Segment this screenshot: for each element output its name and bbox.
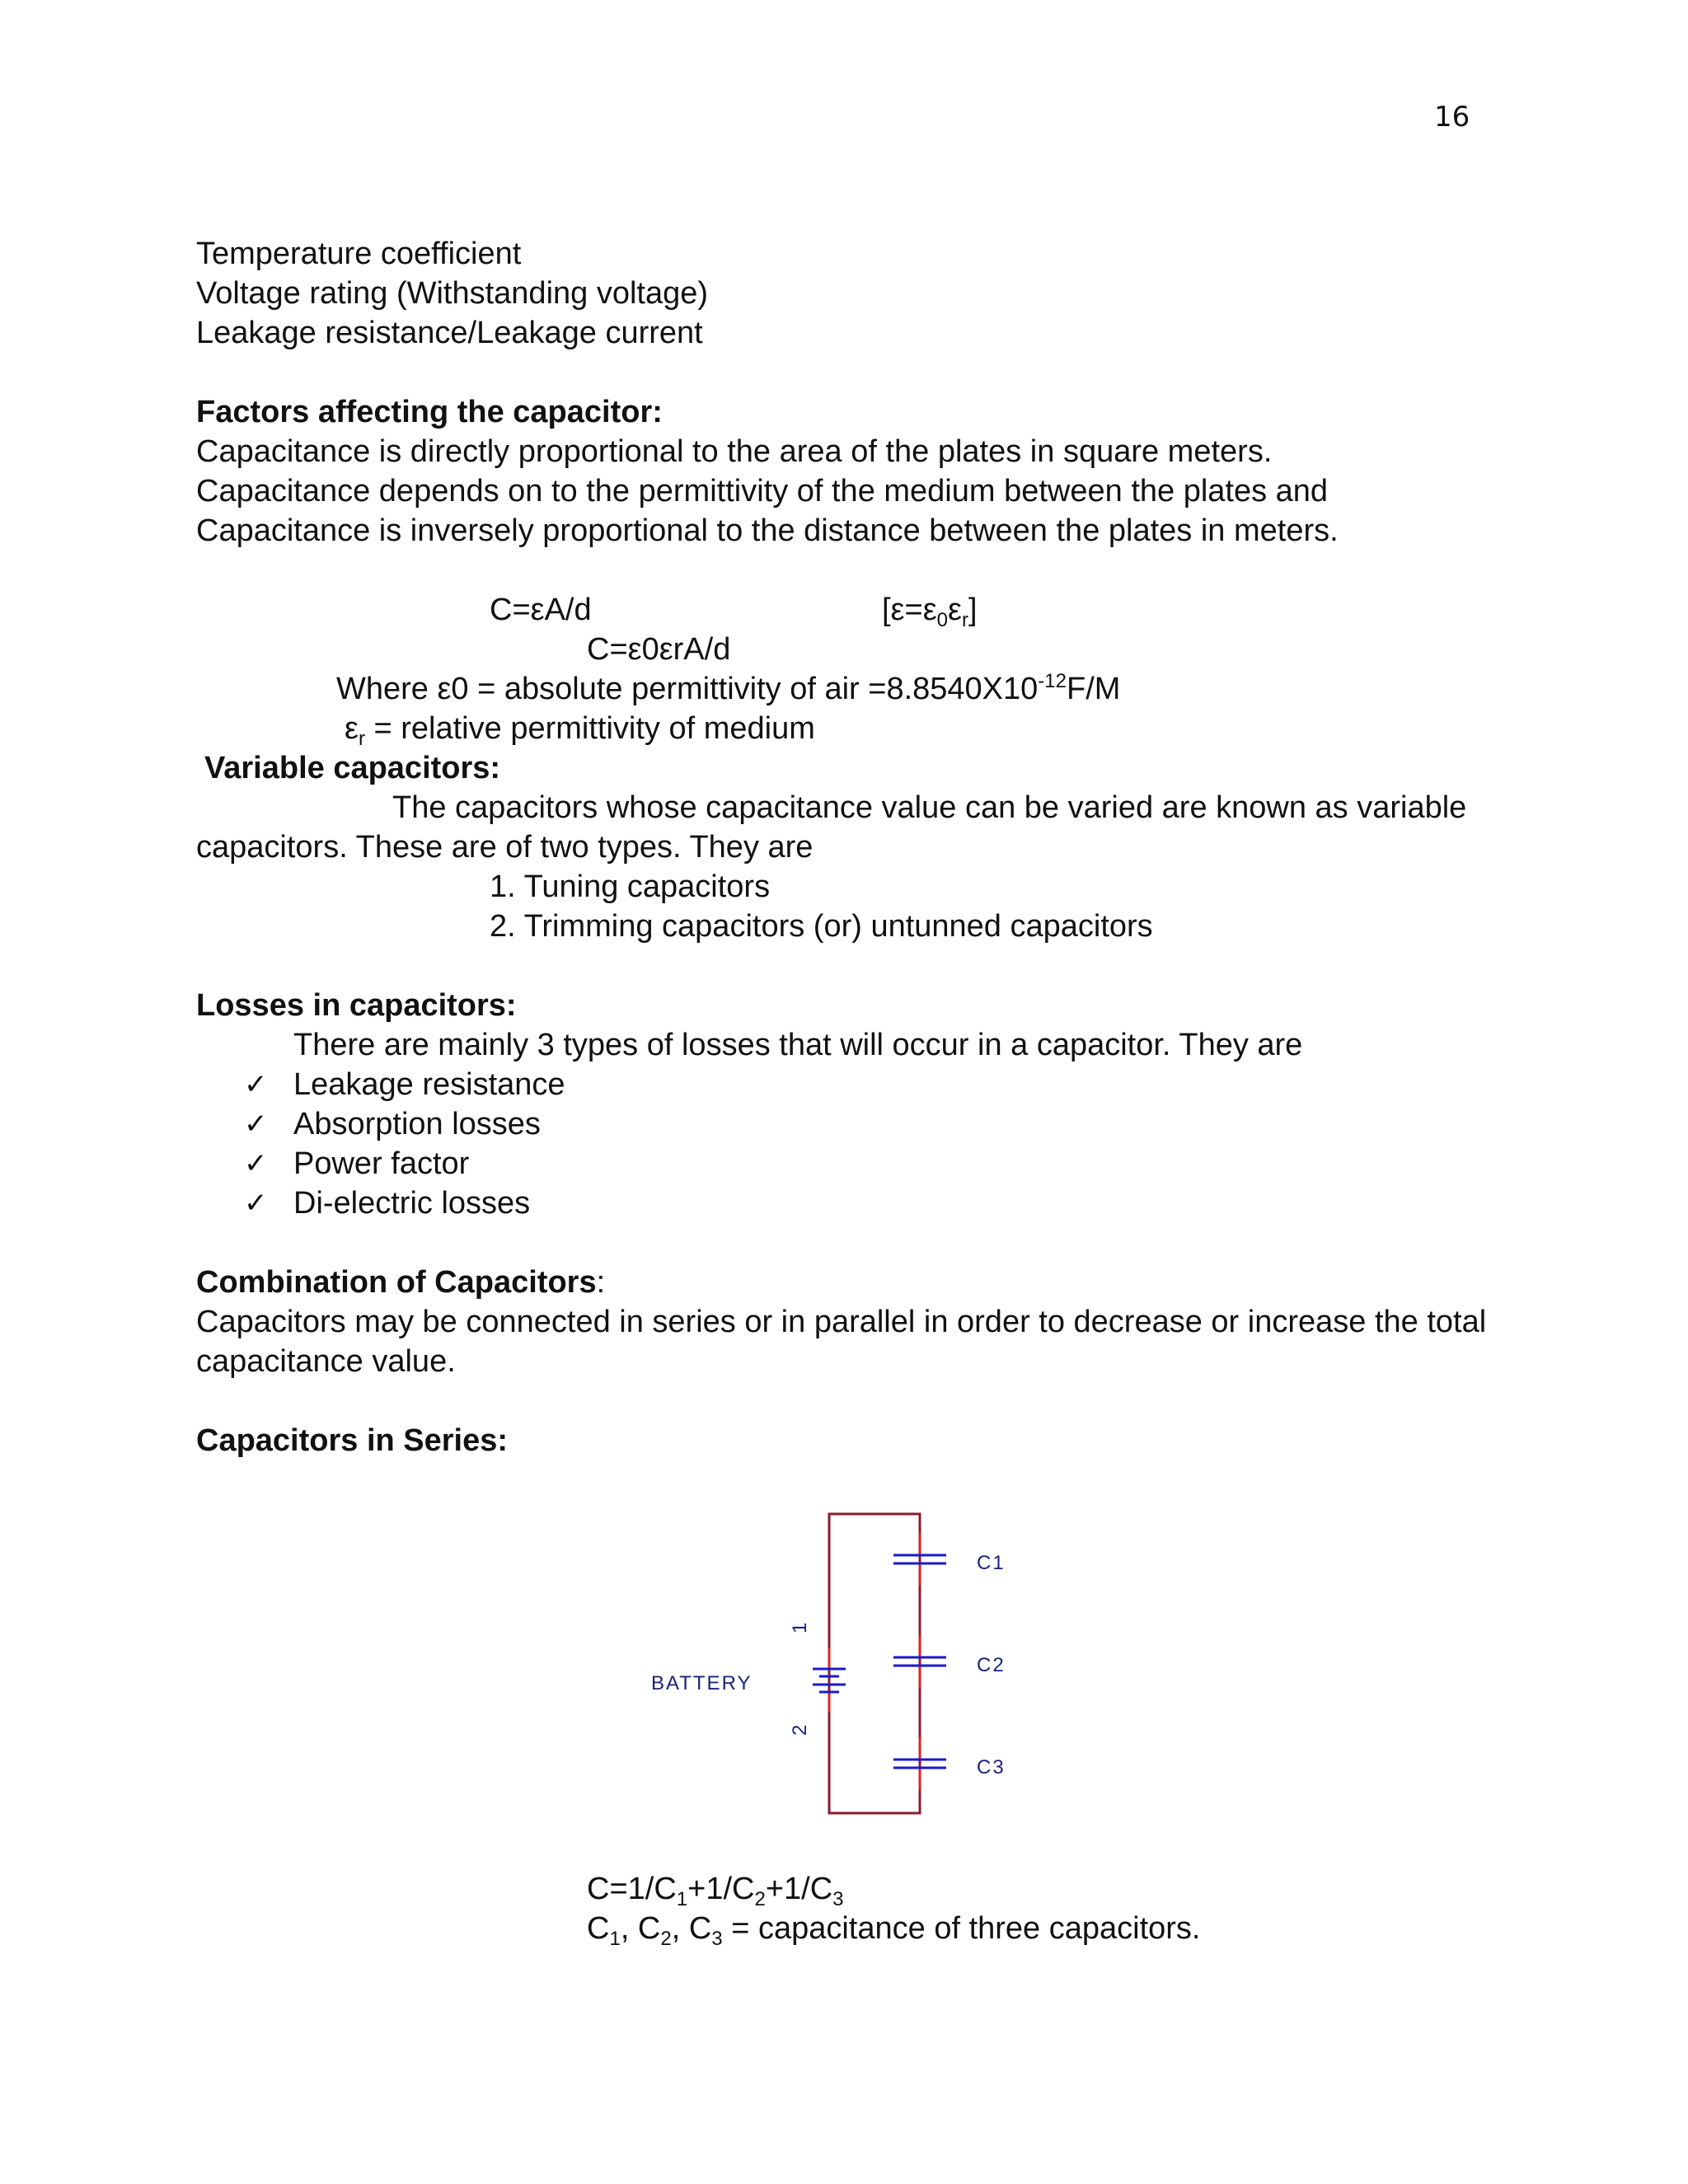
check-icon: ✓ [244,1068,268,1101]
variable-item: 2. Trimming capacitors (or) untunned capacitors [490,909,1153,944]
series-heading: Capacitors in Series: [196,1423,509,1458]
variable-heading: Variable capacitors: [204,751,501,785]
capacitance-formula-expanded: C=ε0εrA/d [587,632,731,667]
property-line: Voltage rating (Withstanding voltage) [196,276,709,311]
series-formula: $C=1/C_1+1/C_2+1/C_3$ [587,1872,844,1910]
variable-item: 1. Tuning capacitors [490,869,771,904]
relative-permittivity-line: $\varepsilon_r$ = relative permittivity of medium [345,711,815,750]
capacitor-label: C1 [977,1552,1006,1574]
variable-para: The capacitors whose capacitance value can be varied are known as variable [392,790,1467,825]
battery-pin-label: 2 [789,1724,811,1736]
check-icon: ✓ [244,1187,268,1220]
loss-item: Power factor [293,1146,470,1181]
loss-item: Di-electric losses [293,1186,531,1221]
page-number: 16 [1434,101,1470,134]
losses-heading: Losses in capacitors: [196,988,517,1023]
variable-para: capacitors. These are of two types. They are [196,830,814,865]
loss-item: Leakage resistance [293,1067,565,1102]
loss-item: Absorption losses [293,1107,541,1141]
factors-line: Capacitance is directly proportional to the area of the plates in square meters. [196,434,1273,469]
combination-para: capacitance value. [196,1344,456,1379]
combination-heading: Combination of Capacitors: [196,1265,606,1300]
series-circuit-diagram [626,1492,1055,1838]
check-icon: ✓ [244,1108,268,1141]
where-line: Where ε0 = absolute permittivity of air $=8.8540X10^{-12}F/M$ [336,670,1121,706]
battery-label: BATTERY [651,1672,753,1694]
factors-line: Capacitance depends on to the permittivity of the medium between the plates and [196,474,1329,509]
losses-intro: There are mainly 3 types of losses that will occur in a capacitor. They are [293,1028,1303,1062]
check-icon: ✓ [244,1147,268,1180]
capacitor-label: C3 [977,1756,1006,1779]
factors-line: Capacitance is inversely proportional to the distance between the plates in meters. [196,513,1339,548]
permittivity-formula: $[\varepsilon=\varepsilon_0\varepsilon_r]$ [882,593,978,631]
capacitance-formula: C=εA/d [490,593,592,627]
property-line: Temperature coefficient [196,237,522,271]
combination-para: Capacitors may be connected in series or in parallel in order to decrease or increase the total [196,1305,1487,1339]
capacitor-label: C2 [977,1654,1006,1676]
factors-heading: Factors affecting the capacitor: [196,395,663,429]
property-line: Leakage resistance/Leakage current [196,316,703,350]
battery-pin-label: 1 [789,1622,811,1633]
series-formula-description: $C_1$, $C_2$, $C_3$ = capacitance of three capacitors. [587,1911,1201,1950]
